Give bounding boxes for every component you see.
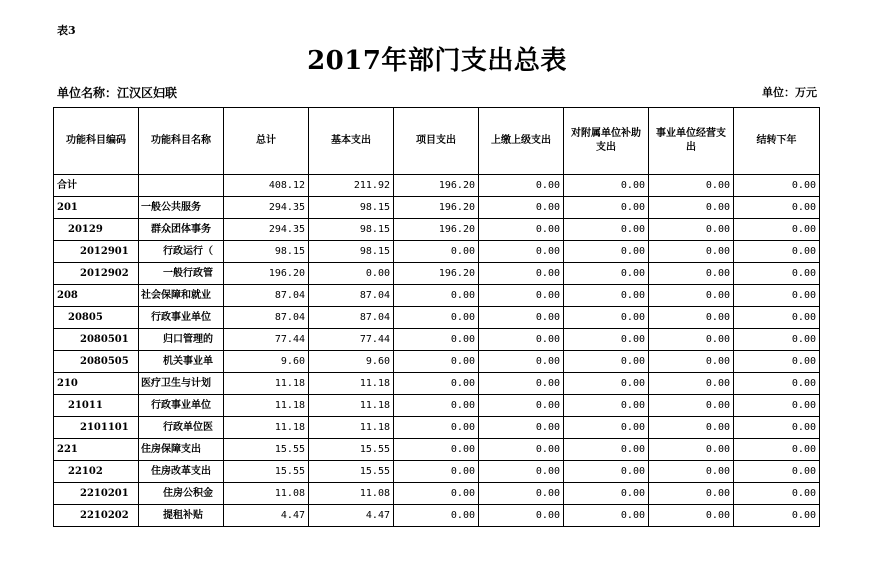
amount-cell: 0.00 (649, 307, 734, 329)
page-title: 2017年部门支出总表 (307, 46, 567, 76)
subject-code-cell: 合计 (54, 175, 139, 197)
subject-name-cell: 机关事业单 (139, 351, 224, 373)
currency-unit: 单位：万元 (762, 86, 817, 99)
amount-cell: 0.00 (479, 329, 564, 351)
amount-cell: 0.00 (479, 307, 564, 329)
table-row (54, 373, 820, 395)
amount-cell: 0.00 (734, 461, 820, 483)
amount-cell: 211.92 (309, 175, 394, 197)
amount-cell: 0.00 (394, 395, 479, 417)
table-row (54, 175, 820, 197)
amount-cell: 0.00 (649, 219, 734, 241)
amount-cell: 0.00 (649, 395, 734, 417)
amount-cell: 0.00 (734, 219, 820, 241)
amount-cell: 11.08 (224, 483, 309, 505)
amount-cell: 294.35 (224, 219, 309, 241)
amount-cell: 0.00 (394, 483, 479, 505)
amount-cell: 0.00 (479, 241, 564, 263)
amount-cell: 0.00 (649, 285, 734, 307)
table-row (54, 285, 820, 307)
amount-cell: 196.20 (394, 219, 479, 241)
amount-cell: 0.00 (649, 417, 734, 439)
amount-cell: 0.00 (394, 373, 479, 395)
amount-cell: 11.18 (224, 373, 309, 395)
column-header: 上缴上级支出 (479, 108, 564, 175)
subject-code-cell: 22102 (54, 461, 139, 483)
table-row (54, 483, 820, 505)
amount-cell: 196.20 (394, 175, 479, 197)
subject-name-cell: 行政运行（ (139, 241, 224, 263)
subject-code-cell: 208 (54, 285, 139, 307)
amount-cell: 0.00 (734, 439, 820, 461)
amount-cell: 0.00 (564, 241, 649, 263)
amount-cell: 0.00 (649, 175, 734, 197)
amount-cell: 0.00 (734, 175, 820, 197)
amount-cell: 0.00 (564, 373, 649, 395)
amount-cell: 0.00 (309, 263, 394, 285)
amount-cell: 0.00 (649, 197, 734, 219)
amount-cell: 0.00 (564, 263, 649, 285)
subject-name-cell: 行政单位医 (139, 417, 224, 439)
column-header: 总计 (224, 108, 309, 175)
subject-code-cell: 201 (54, 197, 139, 219)
amount-cell: 0.00 (479, 351, 564, 373)
amount-cell: 0.00 (564, 197, 649, 219)
amount-cell: 0.00 (394, 307, 479, 329)
subject-name-cell: 行政事业单位 (139, 395, 224, 417)
amount-cell: 0.00 (479, 461, 564, 483)
amount-cell: 0.00 (394, 417, 479, 439)
amount-cell: 0.00 (479, 505, 564, 527)
amount-cell: 4.47 (224, 505, 309, 527)
amount-cell: 0.00 (564, 219, 649, 241)
amount-cell: 0.00 (564, 439, 649, 461)
amount-cell: 87.04 (224, 285, 309, 307)
column-header: 项目支出 (394, 108, 479, 175)
header-row (54, 108, 820, 175)
subject-name-cell: 医疗卫生与计划 (139, 373, 224, 395)
amount-cell: 0.00 (649, 461, 734, 483)
table-row (54, 417, 820, 439)
amount-cell: 0.00 (479, 175, 564, 197)
amount-cell: 9.60 (224, 351, 309, 373)
amount-cell: 0.00 (734, 395, 820, 417)
amount-cell: 0.00 (564, 395, 649, 417)
amount-cell: 11.18 (309, 417, 394, 439)
column-header: 事业单位经营支出 (649, 108, 734, 175)
amount-cell: 0.00 (564, 461, 649, 483)
table-row (54, 307, 820, 329)
amount-cell: 0.00 (479, 417, 564, 439)
amount-cell: 4.47 (309, 505, 394, 527)
amount-cell: 0.00 (734, 241, 820, 263)
amount-cell: 11.18 (309, 395, 394, 417)
amount-cell: 98.15 (224, 241, 309, 263)
table-row (54, 263, 820, 285)
amount-cell: 196.20 (394, 197, 479, 219)
amount-cell: 98.15 (309, 241, 394, 263)
subject-code-cell: 2080501 (54, 329, 139, 351)
amount-cell: 0.00 (394, 461, 479, 483)
amount-cell: 11.18 (224, 395, 309, 417)
subject-code-cell: 2012902 (54, 263, 139, 285)
amount-cell: 15.55 (309, 439, 394, 461)
amount-cell: 0.00 (479, 439, 564, 461)
amount-cell: 0.00 (564, 483, 649, 505)
amount-cell: 0.00 (734, 285, 820, 307)
amount-cell: 0.00 (649, 439, 734, 461)
subject-name-cell (139, 175, 224, 197)
table-row (54, 505, 820, 527)
amount-cell: 11.08 (309, 483, 394, 505)
amount-cell: 0.00 (649, 373, 734, 395)
amount-cell: 196.20 (224, 263, 309, 285)
amount-cell: 0.00 (479, 219, 564, 241)
subject-code-cell: 2210201 (54, 483, 139, 505)
amount-cell: 0.00 (734, 307, 820, 329)
column-header: 功能科目编码 (54, 108, 139, 175)
amount-cell: 15.55 (224, 439, 309, 461)
amount-cell: 87.04 (309, 307, 394, 329)
amount-cell: 0.00 (394, 505, 479, 527)
amount-cell: 15.55 (309, 461, 394, 483)
amount-cell: 0.00 (479, 197, 564, 219)
amount-cell: 408.12 (224, 175, 309, 197)
unit-name: 单位名称：江汉区妇联 (57, 86, 178, 100)
amount-cell: 0.00 (734, 351, 820, 373)
subject-name-cell: 社会保障和就业 (139, 285, 224, 307)
amount-cell: 0.00 (734, 197, 820, 219)
subject-name-cell: 一般行政管 (139, 263, 224, 285)
subject-code-cell: 20129 (54, 219, 139, 241)
amount-cell: 77.44 (309, 329, 394, 351)
table-row (54, 351, 820, 373)
table-body (54, 175, 820, 527)
amount-cell: 0.00 (564, 417, 649, 439)
amount-cell: 0.00 (479, 395, 564, 417)
table-row (54, 219, 820, 241)
expenditure-table (53, 107, 820, 527)
amount-cell: 77.44 (224, 329, 309, 351)
amount-cell: 0.00 (734, 483, 820, 505)
subject-code-cell: 20805 (54, 307, 139, 329)
amount-cell: 0.00 (394, 351, 479, 373)
subject-code-cell: 2101101 (54, 417, 139, 439)
subject-code-cell: 21011 (54, 395, 139, 417)
column-header: 对附属单位补助支出 (564, 108, 649, 175)
table-row (54, 197, 820, 219)
subject-name-cell: 归口管理的 (139, 329, 224, 351)
subject-code-cell: 2012901 (54, 241, 139, 263)
amount-cell: 0.00 (394, 439, 479, 461)
amount-cell: 196.20 (394, 263, 479, 285)
amount-cell: 0.00 (649, 329, 734, 351)
subject-code-cell: 2210202 (54, 505, 139, 527)
amount-cell: 0.00 (564, 175, 649, 197)
amount-cell: 87.04 (224, 307, 309, 329)
table-row (54, 439, 820, 461)
amount-cell: 0.00 (564, 329, 649, 351)
amount-cell: 0.00 (479, 483, 564, 505)
amount-cell: 0.00 (734, 373, 820, 395)
table-row (54, 329, 820, 351)
amount-cell: 0.00 (734, 263, 820, 285)
amount-cell: 11.18 (309, 373, 394, 395)
amount-cell: 0.00 (564, 351, 649, 373)
amount-cell: 0.00 (734, 505, 820, 527)
table-row (54, 395, 820, 417)
subject-name-cell: 住房保障支出 (139, 439, 224, 461)
amount-cell: 0.00 (564, 505, 649, 527)
subject-name-cell: 一般公共服务 (139, 197, 224, 219)
amount-cell: 0.00 (394, 285, 479, 307)
amount-cell: 87.04 (309, 285, 394, 307)
amount-cell: 11.18 (224, 417, 309, 439)
column-header: 基本支出 (309, 108, 394, 175)
amount-cell: 0.00 (564, 285, 649, 307)
amount-cell: 0.00 (649, 505, 734, 527)
subject-name-cell: 行政事业单位 (139, 307, 224, 329)
amount-cell: 9.60 (309, 351, 394, 373)
subject-name-cell: 提租补贴 (139, 505, 224, 527)
subject-code-cell: 2080505 (54, 351, 139, 373)
amount-cell: 0.00 (394, 329, 479, 351)
sheet-tag: 表3 (57, 24, 76, 37)
amount-cell: 0.00 (649, 241, 734, 263)
amount-cell: 0.00 (564, 307, 649, 329)
subject-code-cell: 221 (54, 439, 139, 461)
amount-cell: 0.00 (734, 329, 820, 351)
amount-cell: 0.00 (649, 351, 734, 373)
subject-name-cell: 住房公积金 (139, 483, 224, 505)
column-header: 功能科目名称 (139, 108, 224, 175)
subject-name-cell: 住房改革支出 (139, 461, 224, 483)
amount-cell: 98.15 (309, 219, 394, 241)
column-header: 结转下年 (734, 108, 820, 175)
amount-cell: 0.00 (479, 285, 564, 307)
amount-cell: 0.00 (394, 241, 479, 263)
amount-cell: 0.00 (734, 417, 820, 439)
table-row (54, 241, 820, 263)
amount-cell: 294.35 (224, 197, 309, 219)
amount-cell: 0.00 (479, 373, 564, 395)
amount-cell: 98.15 (309, 197, 394, 219)
amount-cell: 0.00 (649, 263, 734, 285)
table-row (54, 461, 820, 483)
amount-cell: 15.55 (224, 461, 309, 483)
amount-cell: 0.00 (649, 483, 734, 505)
amount-cell: 0.00 (479, 263, 564, 285)
subject-name-cell: 群众团体事务 (139, 219, 224, 241)
subject-code-cell: 210 (54, 373, 139, 395)
